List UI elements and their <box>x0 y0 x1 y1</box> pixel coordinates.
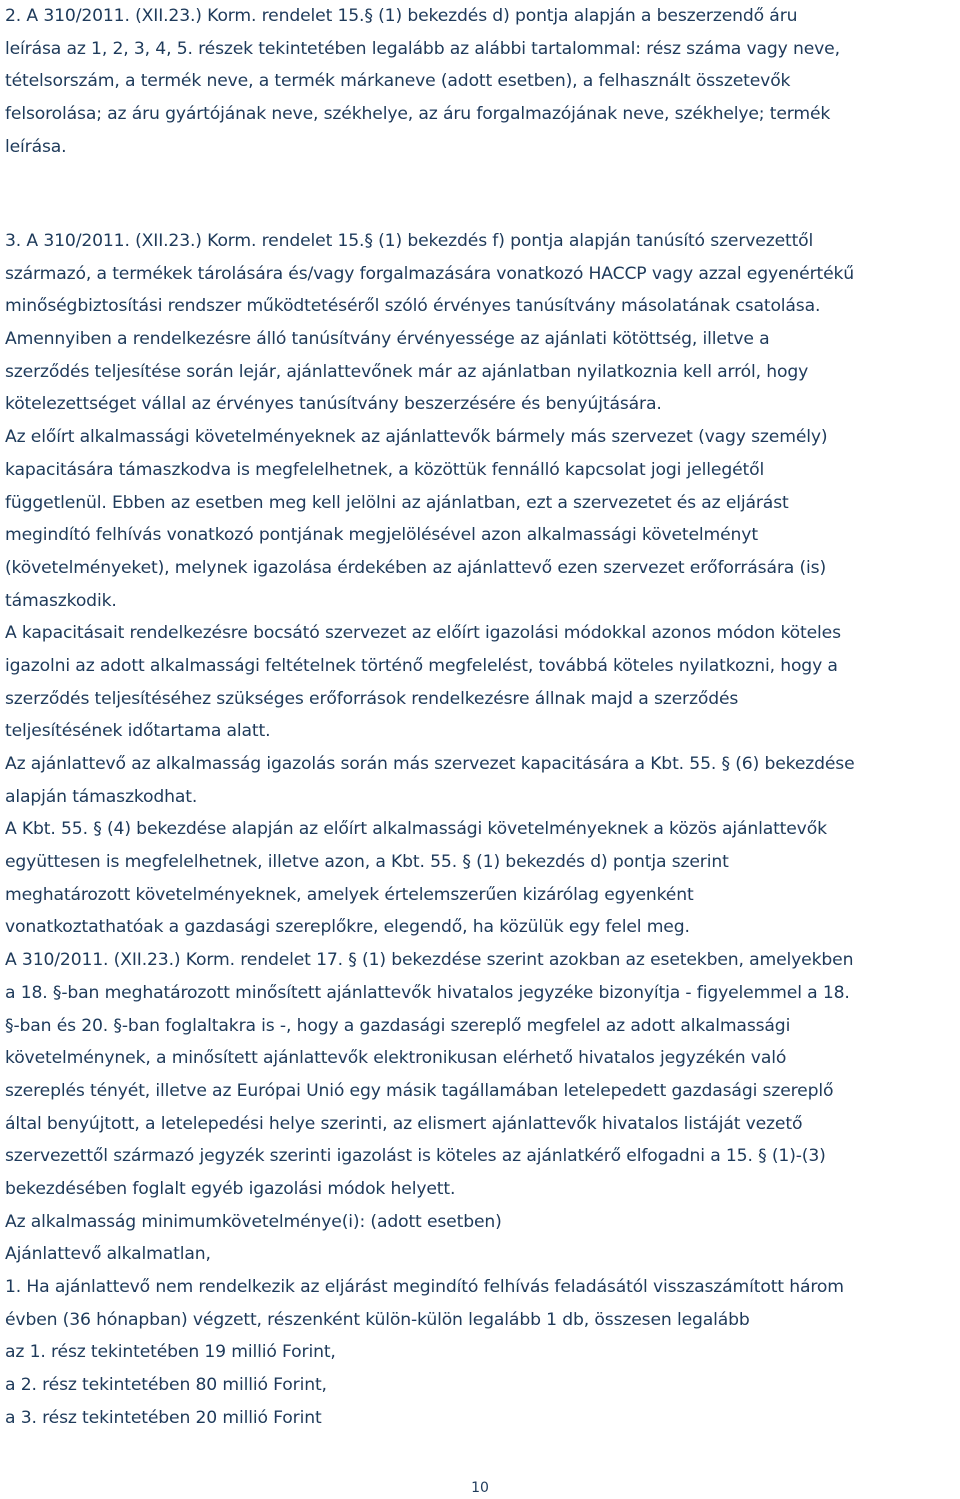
text-line: teljesítésének időtartama alatt. <box>5 721 271 742</box>
text-line: tételsorszám, a termék neve, a termék márkaneve (adott esetben), a felhasznált összetevők <box>5 71 791 92</box>
text-line: vonatkoztathatóak a gazdasági szereplőkre, elegendő, ha közülük egy felel meg. <box>5 917 690 938</box>
text-line: szerződés teljesítéséhez szükséges erőforrások rendelkezésre állnak majd a szerződés <box>5 688 739 709</box>
text-line: igazolni az adott alkalmassági feltételnek történő megfelelést, továbbá köteles nyilatkozni, hogy a <box>5 655 838 676</box>
text-line: támaszkodik. <box>5 590 117 611</box>
paragraph-section-3 <box>5 225 855 1434</box>
text-line: a 2. rész tekintetében 80 millió Forint, <box>5 1375 327 1396</box>
text-line: kapacitására támaszkodva is megfelelhetnek, a közöttük fennálló kapcsolat jogi jellegétől <box>5 459 765 480</box>
text-line: minőségbiztosítási rendszer működtetéséről szóló érvényes tanúsítvány másolatának csatolása. <box>5 296 821 317</box>
text-line: (követelményeket), melynek igazolása érdekében az ajánlattevő ezen szervezet erőforrására (is) <box>5 557 827 578</box>
text-line: a 3. rész tekintetében 20 millió Forint <box>5 1407 322 1428</box>
text-line: Az alkalmasság minimumkövetelménye(i): (adott esetben) <box>5 1211 502 1232</box>
paragraph-section-2 <box>5 0 840 163</box>
text-line: Amennyiben a rendelkezésre álló tanúsítvány érvényessége az ajánlati kötöttség, illetve a <box>5 329 770 350</box>
page-number: 10 <box>471 1480 489 1496</box>
text-line: leírása az 1, 2, 3, 4, 5. részek tekintetében legalább az alábbi tartalommal: rész száma vagy neve, <box>5 38 840 59</box>
text-line: függetlenül. Ebben az esetben meg kell jelölni az ajánlatban, ezt a szervezetet és az eljárást <box>5 492 789 513</box>
text-line: bekezdésében foglalt egyéb igazolási módok helyett. <box>5 1178 456 1199</box>
text-line: a 18. §-ban meghatározott minősített ajánlattevők hivatalos jegyzéke bizonyítja - figyelemmel a 18. <box>5 982 850 1003</box>
text-line: szerződés teljesítése során lejár, ajánlattevőnek már az ajánlatban nyilatkoznia kell arról, hogy <box>5 361 809 382</box>
text-line: leírása. <box>5 136 67 157</box>
text-line: megindító felhívás vonatkozó pontjának megjelölésével azon alkalmassági követelményt <box>5 525 758 546</box>
text-line: származó, a termékek tárolására és/vagy forgalmazására vonatkozó HACCP vagy azzal egyenértékű <box>5 263 855 284</box>
text-line: A 310/2011. (XII.23.) Korm. rendelet 17. § (1) bekezdése szerint azokban az esetekben, amelyekben <box>5 950 854 971</box>
text-line: alapján támaszkodhat. <box>5 786 198 807</box>
text-line: együttesen is megfelelhetnek, illetve azon, a Kbt. 55. § (1) bekezdés d) pontja szerint <box>5 852 729 873</box>
text-line: §-ban és 20. §-ban foglaltakra is -, hogy a gazdasági szereplő megfelel az adott alkalmassági <box>5 1015 791 1036</box>
text-line: követelménynek, a minősített ajánlattevők elektronikusan elérhető hivatalos jegyzékén való <box>5 1048 787 1069</box>
text-line: A kapacitásait rendelkezésre bocsátó szervezet az előírt igazolási módokkal azonos módon köteles <box>5 623 841 644</box>
text-line: Az előírt alkalmassági követelményeknek az ajánlattevők bármely más szervezet (vagy személy) <box>5 427 828 448</box>
text-line: által benyújtott, a letelepedési helye szerinti, az elismert ajánlattevők hivatalos listáját vezető <box>5 1113 803 1134</box>
text-line: Ajánlattevő alkalmatlan, <box>5 1244 211 1265</box>
text-line: az 1. rész tekintetében 19 millió Forint, <box>5 1342 336 1363</box>
text-line: 3. A 310/2011. (XII.23.) Korm. rendelet 15.§ (1) bekezdés f) pontja alapján tanúsító szervezettől <box>5 231 814 251</box>
text-line: A Kbt. 55. § (4) bekezdése alapján az előírt alkalmassági követelményeknek a közös ajánlattevők <box>5 819 827 840</box>
text-line: szervezettől származó jegyzék szerinti igazolást is köteles az ajánlatkérő elfogadni a 15. § (1)-(3) <box>5 1146 826 1167</box>
text-line: felsorolása; az áru gyártójának neve, székhelye, az áru forgalmazójának neve, székhelye; termék <box>5 104 831 125</box>
text-line: meghatározott követelményeknek, amelyek értelemszerűen kizárólag egyenként <box>5 884 694 905</box>
text-line: évben (36 hónapban) végzett, részenként külön-külön legalább 1 db, összesen legalább <box>5 1309 750 1330</box>
text-line: 1. Ha ajánlattevő nem rendelkezik az eljárást megindító felhívás feladásától visszaszámított három <box>5 1277 844 1297</box>
text-line: Az ajánlattevő az alkalmasság igazolás során más szervezet kapacitására a Kbt. 55. § (6) bekezdése <box>5 754 855 774</box>
text-line: szereplés tényét, illetve az Európai Unió egy másik tagállamában letelepedett gazdasági szereplő <box>5 1080 834 1101</box>
text-line: 2. A 310/2011. (XII.23.) Korm. rendelet 15.§ (1) bekezdés d) pontja alapján a beszerzendő áru <box>5 6 798 26</box>
text-line: kötelezettséget vállal az érvényes tanúsítvány beszerzésére és benyújtására. <box>5 394 662 415</box>
